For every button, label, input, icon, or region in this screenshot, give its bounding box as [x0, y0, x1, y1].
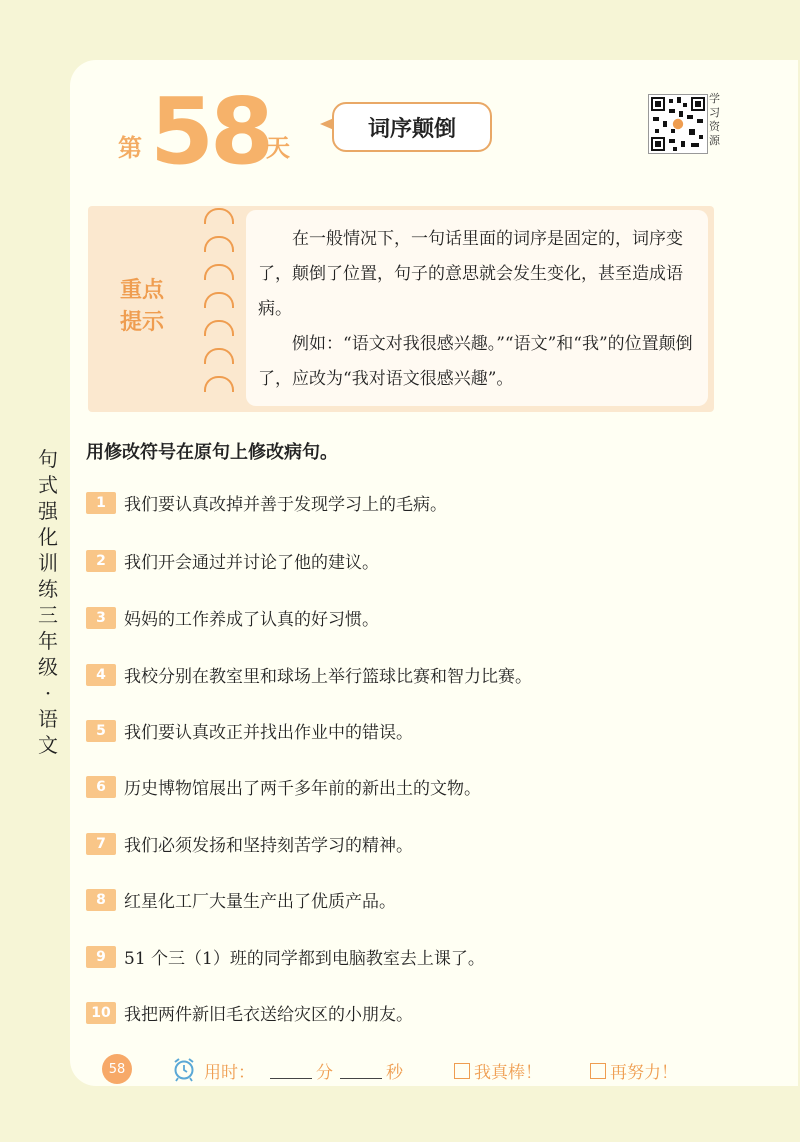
exercise-item	[86, 605, 379, 630]
exercise-item	[86, 662, 532, 687]
key-tip-label	[120, 274, 176, 338]
tip-paragraph-1: 在一般情况下，一句话里面的词序是固定的，词序变了，颠倒了位置，句子的意思就会发生变化，甚至造成语病。	[258, 229, 683, 319]
key-tip-text	[258, 222, 698, 397]
item-text[interactable]: 我们开会通过并讨论了他的建议。	[124, 553, 379, 573]
item-text[interactable]: 我把两件新旧毛衣送给灾区的小朋友。	[124, 1005, 413, 1025]
great-checkbox[interactable]	[454, 1058, 542, 1083]
ring-icon	[204, 264, 234, 280]
exercise-item	[86, 887, 396, 912]
item-number: 5	[86, 720, 116, 742]
exercise-item	[86, 774, 481, 799]
minutes-unit: 分	[316, 1063, 333, 1083]
item-number: 6	[86, 776, 116, 798]
page-number: 58	[102, 1054, 132, 1084]
exercise-item	[86, 1000, 413, 1025]
minutes-blank[interactable]	[270, 1058, 312, 1079]
topic-title	[332, 102, 492, 152]
item-number: 10	[86, 1002, 116, 1024]
great-label: 我真棒！	[474, 1063, 542, 1083]
item-text[interactable]: 51 个三（1）班的同学都到电脑教室去上课了。	[124, 949, 485, 969]
item-number: 2	[86, 550, 116, 572]
item-text[interactable]: 妈妈的工作养成了认真的好习惯。	[124, 610, 379, 630]
exercise-item	[86, 831, 413, 856]
tip-paragraph-2: 例如：“语文对我很感兴趣。”“语文”和“我”的位置颠倒了，应改为“我对语文很感兴趣”。	[258, 334, 693, 389]
item-number: 9	[86, 946, 116, 968]
checkbox-icon	[590, 1063, 606, 1079]
ring-icon	[204, 320, 234, 336]
key-tip-label-line2: 提示	[120, 309, 165, 335]
topic-title-text: 词序颠倒	[367, 115, 456, 142]
ring-icon	[204, 292, 234, 308]
try-harder-label: 再努力！	[610, 1063, 678, 1083]
exercise-instruction: 用修改符号在原句上修改病句。	[86, 442, 338, 463]
binder-rings	[204, 208, 234, 404]
exercise-item	[86, 548, 379, 573]
footer	[102, 1054, 722, 1088]
time-label: 用时：	[204, 1063, 255, 1083]
qr-label: 学习资源	[709, 92, 720, 147]
ring-icon	[204, 376, 234, 392]
seconds-blank[interactable]	[340, 1058, 382, 1079]
item-text[interactable]: 我们必须发扬和坚持刻苦学习的精神。	[124, 836, 413, 856]
seconds-unit: 秒	[386, 1063, 403, 1083]
day-suffix: 天	[266, 133, 290, 162]
ring-icon	[204, 348, 234, 364]
key-tip-label-line1: 重点	[120, 277, 165, 303]
item-text[interactable]: 我们要认真改正并找出作业中的错误。	[124, 723, 413, 743]
side-title: 句式强化训练 三年级·语文	[38, 447, 58, 757]
day-prefix: 第	[118, 133, 142, 162]
ring-icon	[204, 236, 234, 252]
day-number: 58	[150, 78, 271, 185]
item-number: 8	[86, 889, 116, 911]
exercise-item	[86, 490, 447, 515]
item-text[interactable]: 历史博物馆展出了两千多年前的新出土的文物。	[124, 779, 481, 799]
checkbox-icon	[454, 1063, 470, 1079]
exercise-item	[86, 944, 485, 969]
try-harder-checkbox[interactable]	[590, 1058, 678, 1083]
item-number: 3	[86, 607, 116, 629]
item-text[interactable]: 我们要认真改掉并善于发现学习上的毛病。	[124, 495, 447, 515]
exercise-item	[86, 718, 413, 743]
item-number: 4	[86, 664, 116, 686]
alarm-clock-icon	[172, 1056, 196, 1082]
ring-icon	[204, 208, 234, 224]
item-text[interactable]: 红星化工厂大量生产出了优质产品。	[124, 892, 396, 912]
qr-code-icon[interactable]	[648, 94, 708, 154]
item-number: 1	[86, 492, 116, 514]
item-number: 7	[86, 833, 116, 855]
item-text[interactable]: 我校分别在教室里和球场上举行篮球比赛和智力比赛。	[124, 667, 532, 687]
